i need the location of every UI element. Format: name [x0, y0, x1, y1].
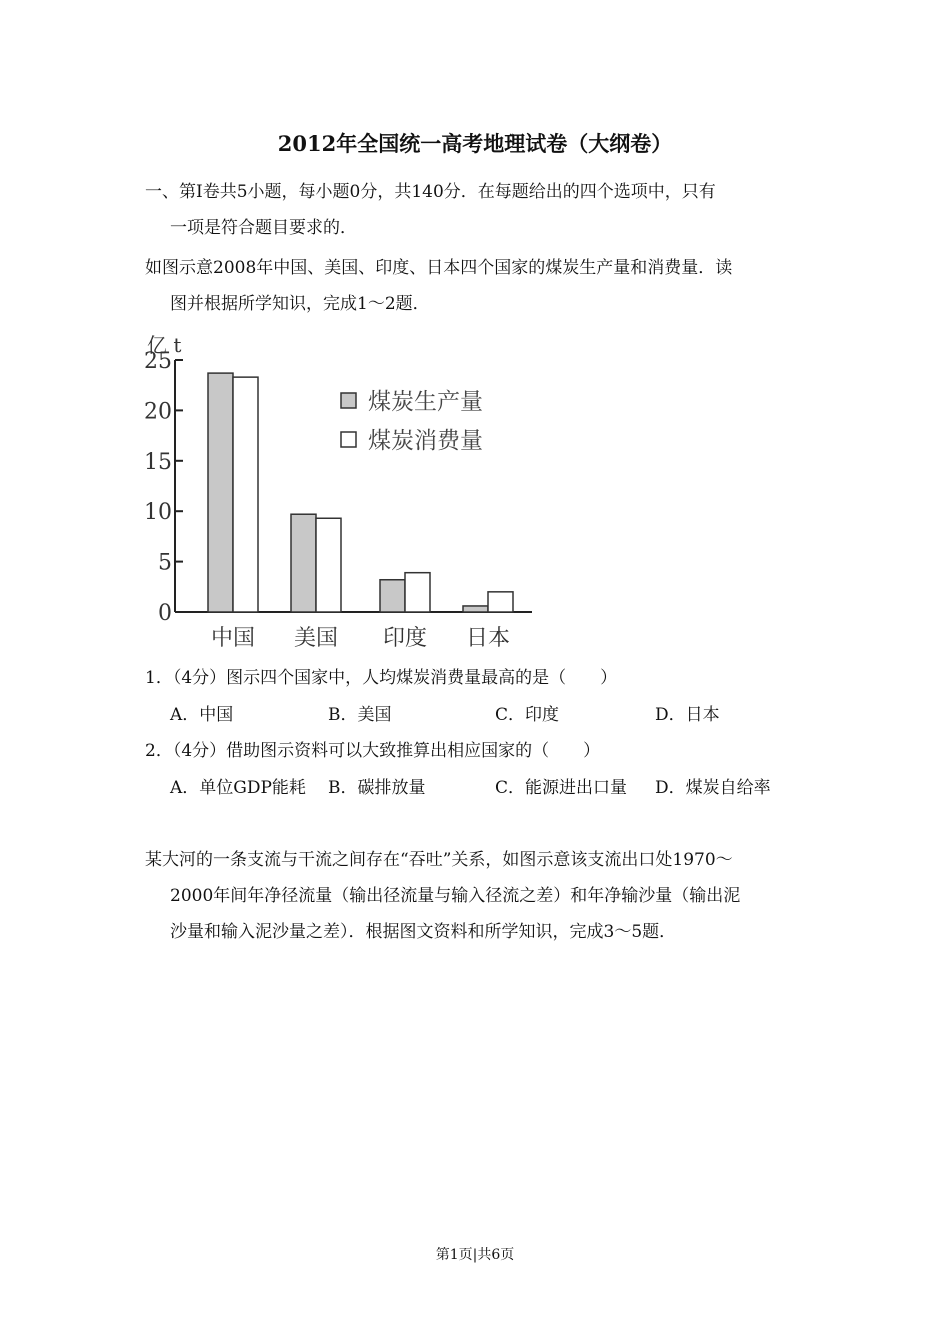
coal-bar-chart — [0, 0, 950, 660]
bar-煤炭生产量 — [291, 514, 316, 612]
text-line: 2000年间年净径流量（输出径流量与输入径流之差）和年净输沙量（输出泥 — [170, 886, 741, 906]
bar-煤炭消费量 — [405, 573, 430, 612]
q2-option-a[interactable]: A．单位GDP能耗 — [170, 778, 306, 798]
y-tick-label: 15 — [144, 449, 172, 475]
x-tick-label: 中国 — [210, 626, 256, 651]
q1-option-a[interactable]: A．中国 — [170, 705, 234, 725]
q2-option-d[interactable]: D．煤炭自给率 — [655, 778, 771, 798]
legend-label: 煤炭生产量 — [368, 389, 483, 415]
y-tick-label: 0 — [158, 601, 172, 626]
bar-煤炭生产量 — [380, 580, 405, 612]
text-line: 沙量和输入泥沙量之差）．根据图文资料和所学知识，完成3～5题． — [170, 922, 677, 942]
bar-煤炭生产量 — [463, 606, 488, 612]
bar-煤炭消费量 — [316, 518, 341, 612]
text-line: 一、第Ⅰ卷共5小题，每小题0分，共140分．在每题给出的四个选项中，只有 — [145, 182, 716, 202]
legend-swatch — [341, 393, 356, 408]
page-footer: 第1页|共6页 — [435, 1247, 515, 1263]
y-tick-label: 10 — [144, 500, 172, 526]
x-tick-label: 日本 — [465, 626, 511, 651]
q1-option-b[interactable]: B．美国 — [328, 705, 392, 725]
y-tick-label: 5 — [158, 550, 172, 576]
bar-煤炭消费量 — [488, 592, 513, 612]
y-tick-label: 25 — [144, 349, 172, 374]
text-line: 如图示意2008年中国、美国、印度、日本四个国家的煤炭生产量和消费量．读 — [145, 258, 733, 278]
x-tick-label: 美国 — [293, 626, 339, 651]
legend-swatch — [341, 432, 356, 447]
bar-煤炭生产量 — [208, 373, 233, 612]
question-1-stem: 1．（4分）图示四个国家中，人均煤炭消费量最高的是（ ） — [145, 668, 618, 688]
text-line: 某大河的一条支流与干流之间存在“吞吐”关系，如图示意该支流出口处1970～ — [145, 850, 733, 870]
text-line: 一项是符合题目要求的． — [170, 218, 357, 238]
q1-option-c[interactable]: C．印度 — [495, 705, 560, 725]
y-tick-label: 20 — [144, 399, 172, 425]
question-2-stem: 2．（4分）借助图示资料可以大致推算出相应国家的（ ） — [145, 741, 601, 761]
question-intro-2 — [145, 842, 815, 950]
legend-label: 煤炭消费量 — [368, 428, 483, 454]
q2-option-b[interactable]: B．碳排放量 — [328, 778, 426, 798]
x-tick-label: 印度 — [382, 626, 428, 651]
y-axis-label: 亿 t — [147, 333, 182, 357]
page-title: 2012年全国统一高考地理试卷（大纲卷） — [277, 131, 673, 156]
q1-option-d[interactable]: D．日本 — [655, 705, 720, 725]
bar-煤炭消费量 — [233, 377, 258, 612]
q2-option-c[interactable]: C．能源进出口量 — [495, 778, 628, 798]
text-line: 图并根据所学知识，完成1～2题． — [170, 294, 430, 314]
